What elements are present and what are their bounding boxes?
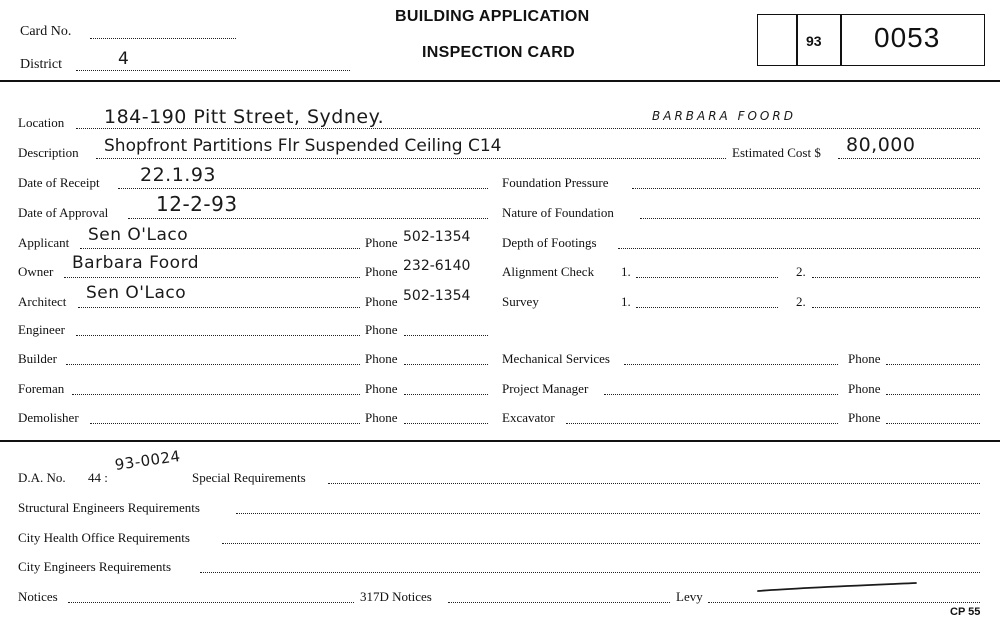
builder-label: Builder: [18, 351, 57, 366]
card-no-label: Card No.: [20, 24, 72, 39]
depth-footings-line: [618, 248, 980, 249]
mechanical-phone-line: [886, 364, 980, 365]
owner-label: Owner: [18, 264, 54, 279]
architect-phone: 502-1354: [403, 288, 471, 304]
excavator-line: [566, 423, 838, 424]
da-prefix: 44 :: [88, 470, 108, 485]
location-value: 184-190 Pitt Street, Sydney.: [104, 106, 385, 128]
notices-line: [68, 602, 354, 603]
survey-1-line: [636, 307, 778, 308]
alignment-check-2-label: 2.: [796, 264, 806, 279]
excavator-phone-line: [886, 423, 980, 424]
engineer-phone-label: Phone: [365, 322, 398, 337]
date-approval-label: Date of Approval: [18, 205, 109, 220]
levy-line: [708, 602, 980, 603]
health-line: [222, 543, 980, 544]
da-no-label: D.A. No.: [18, 470, 66, 485]
demolisher-line: [90, 423, 360, 424]
engineer-line: [76, 335, 360, 336]
card-number: 0053: [874, 22, 941, 53]
applicant-phone: 502-1354: [403, 229, 471, 245]
estimated-cost-line: [838, 158, 980, 159]
survey-label: Survey: [502, 294, 539, 309]
alignment-check-1-line: [636, 277, 778, 278]
alignment-check-label: Alignment Check: [502, 264, 595, 279]
owner-phone: 232-6140: [403, 258, 471, 274]
da-value: 93-0024: [113, 446, 182, 474]
applicant-label: Applicant: [18, 235, 70, 250]
structural-line: [236, 513, 980, 514]
project-manager-label: Project Manager: [502, 381, 589, 396]
builder-phone-label: Phone: [365, 351, 398, 366]
date-receipt-line: [118, 188, 488, 189]
section-divider: [0, 440, 1000, 442]
excavator-label: Excavator: [502, 410, 555, 425]
demolisher-phone-line: [404, 423, 488, 424]
date-approval-line: [128, 218, 488, 219]
architect-label: Architect: [18, 294, 67, 309]
estimated-cost-value: 80,000: [846, 134, 916, 156]
engineer-label: Engineer: [18, 322, 65, 337]
architect-line: [78, 307, 360, 308]
form-code: CP 55: [950, 606, 981, 618]
special-req-label: Special Requirements: [192, 470, 306, 485]
levy-label: Levy: [676, 589, 703, 604]
foreman-label: Foreman: [18, 381, 65, 396]
owner-phone-label: Phone: [365, 264, 398, 279]
form-title-line1: BUILDING APPLICATION: [395, 8, 590, 25]
header-divider: [0, 80, 1000, 82]
date-receipt-label: Date of Receipt: [18, 175, 100, 190]
demolisher-label: Demolisher: [18, 410, 79, 425]
applicant-value: Sen O'Laco: [88, 225, 189, 245]
project-manager-phone-label: Phone: [848, 381, 881, 396]
engineer-phone-line: [404, 335, 488, 336]
city-eng-line: [200, 572, 980, 573]
notices-label: Notices: [18, 589, 58, 604]
survey-2-line: [812, 307, 980, 308]
district-label: District: [20, 57, 62, 72]
date-receipt-value: 22.1.93: [140, 164, 217, 186]
card-number-box: [757, 14, 985, 66]
applicant-phone-label: Phone: [365, 235, 398, 250]
owner-value: Barbara Foord: [72, 253, 200, 273]
notices-317d-label: 317D Notices: [360, 589, 432, 604]
card-no-line: [90, 38, 236, 39]
card-box-divider-2: [840, 14, 842, 66]
depth-footings-label: Depth of Footings: [502, 235, 597, 250]
nature-foundation-line: [640, 218, 980, 219]
applicant-line: [80, 248, 360, 249]
owner-line: [64, 277, 360, 278]
survey-1-label: 1.: [621, 294, 631, 309]
foreman-phone-line: [404, 394, 488, 395]
foreman-phone-label: Phone: [365, 381, 398, 396]
description-value: Shopfront Partitions Flr Suspended Ceiling C14: [104, 136, 502, 156]
health-label: City Health Office Requirements: [18, 530, 190, 545]
demolisher-phone-label: Phone: [365, 410, 398, 425]
foreman-line: [72, 394, 360, 395]
builder-phone-line: [404, 364, 488, 365]
levy-pen-stroke: [756, 580, 922, 594]
date-approval-value: 12-2-93: [156, 192, 238, 216]
city-eng-label: City Engineers Requirements: [18, 559, 172, 574]
alignment-check-2-line: [812, 277, 980, 278]
excavator-phone-label: Phone: [848, 410, 881, 425]
notices-317d-line: [448, 602, 670, 603]
survey-2-label: 2.: [796, 294, 806, 309]
foundation-pressure-label: Foundation Pressure: [502, 175, 609, 190]
card-box-divider-1: [796, 14, 798, 66]
card-year: 93: [806, 33, 822, 49]
district-value: 4: [118, 49, 130, 69]
location-line: [76, 128, 980, 129]
description-line: [96, 158, 726, 159]
project-manager-line: [604, 394, 838, 395]
location-label: Location: [18, 115, 65, 130]
mechanical-line: [624, 364, 838, 365]
alignment-check-1-label: 1.: [621, 264, 631, 279]
form-title-line2: INSPECTION CARD: [422, 44, 575, 61]
structural-label: Structural Engineers Requirements: [18, 500, 200, 515]
mechanical-label: Mechanical Services: [502, 351, 610, 366]
mechanical-phone-label: Phone: [848, 351, 881, 366]
foundation-pressure-line: [632, 188, 980, 189]
architect-phone-label: Phone: [365, 294, 398, 309]
project-manager-phone-line: [886, 394, 980, 395]
district-line: [76, 70, 350, 71]
architect-value: Sen O'Laco: [86, 283, 187, 303]
description-label: Description: [18, 145, 79, 160]
location-name-note: BARBARA FOORD: [652, 109, 796, 123]
estimated-cost-label: Estimated Cost $: [732, 145, 821, 160]
builder-line: [66, 364, 360, 365]
special-req-line: [328, 483, 980, 484]
nature-foundation-label: Nature of Foundation: [502, 205, 614, 220]
